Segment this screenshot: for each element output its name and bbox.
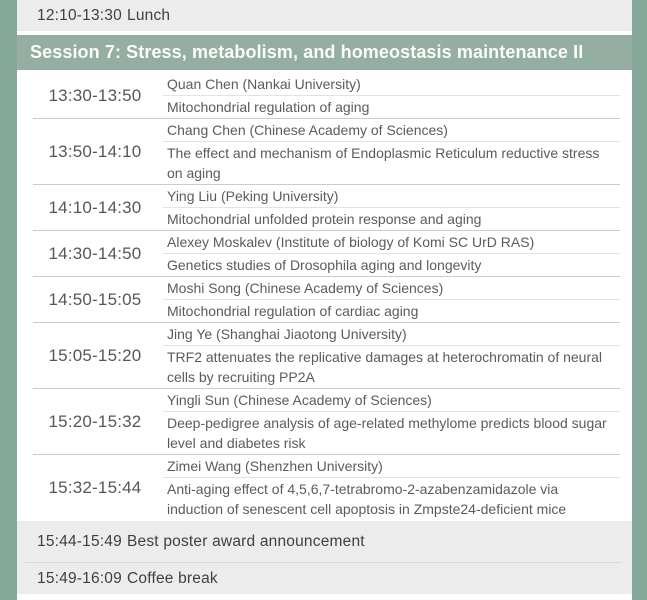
lunch-label: Lunch: [127, 6, 171, 24]
talk-title: Anti-aging effect of 4,5,6,7-tetrabromo-2-azabenzamidazole via induction of senescent cell apoptosis in Zmpste24-deficient mice: [167, 481, 567, 517]
session-header-band: [17, 35, 632, 70]
talk-time: 15:05-15:20: [48, 345, 142, 365]
talk-content: [163, 323, 632, 388]
lunch-row: [17, 0, 632, 31]
program-content: [17, 0, 632, 600]
talk-content: [163, 73, 632, 118]
talk-speaker: Ying Liu (Peking University): [163, 185, 620, 208]
talk-time: 14:30-14:50: [48, 243, 142, 263]
coffee-break-label: Coffee break: [127, 570, 218, 587]
talk-speaker: Moshi Song (Chinese Academy of Sciences): [163, 277, 620, 300]
lunch-time: 12:10-13:30: [37, 6, 122, 24]
talk-row: [17, 277, 632, 323]
left-border-bar: [0, 0, 17, 600]
talk-speaker: Jing Ye (Shanghai Jiaotong University): [163, 323, 620, 346]
talk-content: [163, 389, 632, 454]
poster-award-label: Best poster award announcement: [127, 532, 365, 550]
talk-title: Deep-pedigree analysis of age-related methylome predicts blood sugar level and diabetes risk: [167, 415, 607, 451]
talk-row: [17, 231, 632, 277]
talk-time: 15:32-15:44: [48, 477, 142, 497]
talks-table: [17, 73, 632, 521]
row-divider: [17, 562, 632, 564]
talk-content: [163, 455, 632, 520]
talk-title: Mitochondrial regulation of aging: [167, 99, 370, 115]
talk-row: [17, 185, 632, 231]
coffee-break-time: 15:49-16:09: [37, 570, 122, 587]
talk-row: [17, 455, 632, 520]
talk-speaker: Yingli Sun (Chinese Academy of Sciences): [163, 389, 620, 412]
session-title: Session 7: Stress, metabolism, and homeostasis maintenance II: [30, 42, 584, 62]
talk-title: Mitochondrial unfolded protein response and aging: [167, 211, 482, 227]
bottom-spacer: [17, 594, 632, 600]
talk-time: 14:10-14:30: [48, 197, 142, 217]
talk-speaker: Chang Chen (Chinese Academy of Sciences): [163, 119, 620, 142]
talk-content: [163, 231, 632, 276]
poster-award-row: [17, 521, 632, 562]
talk-time: 13:50-14:10: [48, 141, 142, 161]
talk-title: Genetics studies of Drosophila aging and longevity: [167, 257, 482, 273]
poster-award-time: 15:44-15:49: [37, 532, 122, 550]
talk-time: 15:20-15:32: [48, 411, 142, 431]
talk-time: 13:30-13:50: [48, 85, 142, 105]
right-border-bar: [632, 0, 647, 600]
talk-title: TRF2 attenuates the replicative damages at heterochromatin of neural cells by recruiting PP2A: [167, 349, 603, 385]
talk-title: Mitochondrial regulation of cardiac aging: [167, 303, 419, 319]
talk-title: The effect and mechanism of Endoplasmic Reticulum reductive stress on aging: [167, 145, 600, 181]
talk-content: [163, 277, 632, 322]
talk-row: [17, 119, 632, 185]
talk-row: [17, 389, 632, 455]
talk-speaker: Quan Chen (Nankai University): [163, 73, 620, 96]
talk-speaker: Alexey Moskalev (Institute of biology of Komi SC UrD RAS): [163, 231, 620, 254]
talk-row: [17, 73, 632, 119]
talk-row: [17, 323, 632, 389]
talk-speaker: Zimei Wang (Shenzhen University): [163, 455, 620, 478]
talk-content: [163, 119, 632, 184]
coffee-break-row: [17, 564, 632, 594]
talk-content: [163, 185, 632, 230]
talk-time: 14:50-15:05: [48, 289, 142, 309]
